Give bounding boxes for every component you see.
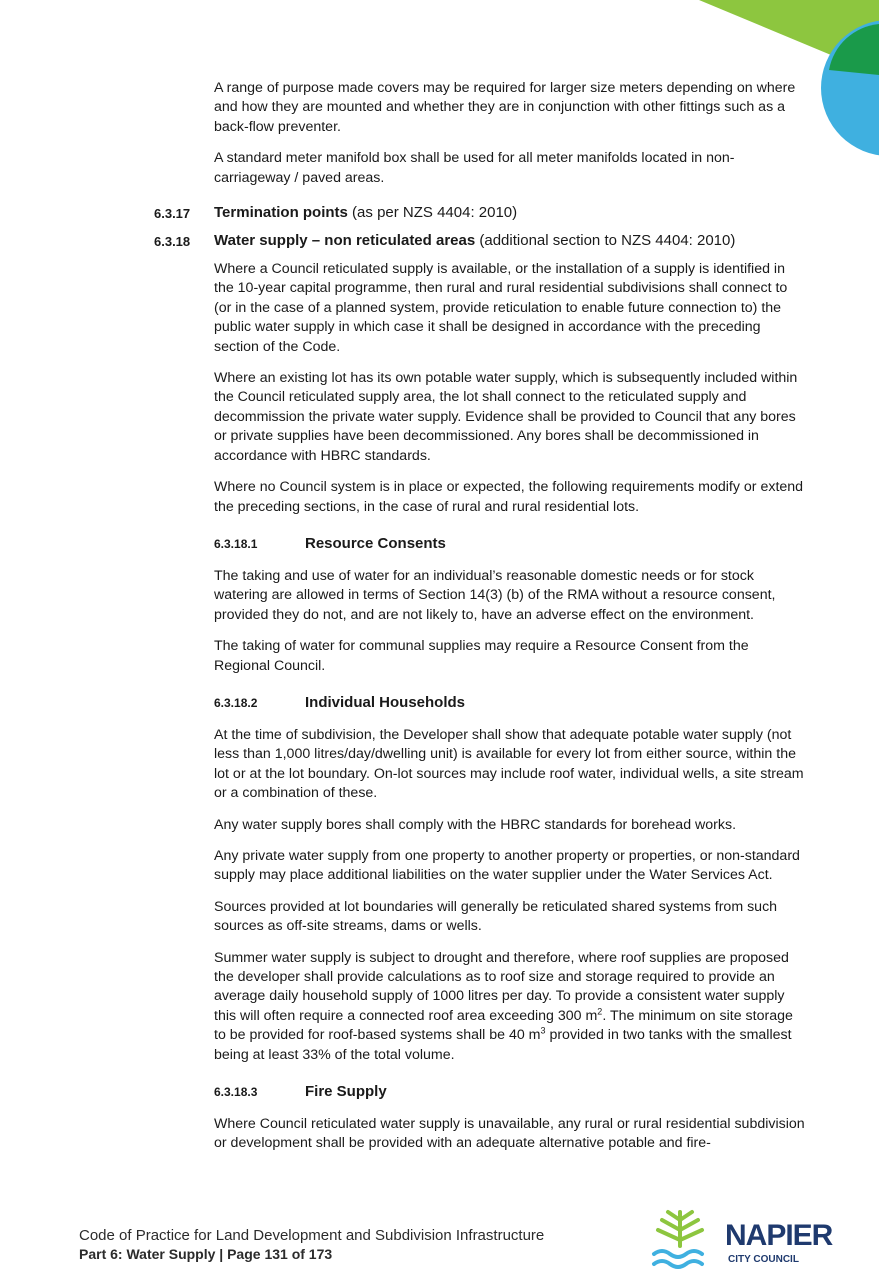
subsection-number: 6.3.18.1 — [214, 536, 258, 551]
subsection-title: Fire Supply — [305, 1083, 387, 1101]
subsection-heading-6-3-18-1 — [214, 535, 806, 553]
subsection-heading-6-3-18-2 — [214, 694, 806, 712]
page-footer — [79, 1226, 544, 1264]
subsection-heading-6-3-18-3 — [214, 1083, 806, 1101]
section-title: Water supply – non reticulated areas — [214, 232, 476, 250]
paragraph: Where no Council system is in place or expected, the following requirements modify or extend the preceding sections, in the case of rural and rural residential lots. — [214, 479, 804, 515]
paragraph: At the time of subdivision, the Developer shall show that adequate potable water supply (not less than 1,000 litres/day/dwelling unit) is available for every lot from either source, within the lot or at the lot boundary. On-lot sources may include roof water, individual wells, a site stream or a combination of these. — [214, 726, 804, 802]
section-note: (additional section to NZS 4404: 2010) — [475, 232, 736, 250]
paragraph: Where an existing lot has its own potable water supply, which is subsequently included within the Council reticulated supply area, the lot shall connect to the reticulated supply and decommission the private water supply. Evidence shall be provided to Council that any bores or private supplies have been decommissioned. Any bores shall be decommissioned in accordance with HBRC standards. — [214, 370, 798, 464]
paragraph: The taking and use of water for an individual’s reasonable domestic needs or for stock watering are allowed in terms of Section 14(3) (b) of the RMA without a resource consent, provided they do not, and are not likely to, have an adverse effect on the environment. — [214, 567, 776, 623]
section-number: 6.3.18 — [154, 234, 191, 250]
logo-name: NAPIER — [725, 1219, 833, 1252]
superscript: 2 — [597, 1006, 603, 1017]
text-run: . The minimum on site storage to be provided for roof-based systems shall be 40 m — [214, 1007, 793, 1044]
paragraph: Sources provided at lot boundaries will generally be reticulated shared systems from such sources as off-site streams, dams or wells. — [214, 898, 778, 935]
paragraph-summer-supply — [214, 949, 806, 1065]
section-title: Termination points — [214, 204, 348, 222]
section-note: (as per NZS 4404: 2010) — [347, 204, 518, 222]
napier-logo — [650, 1208, 850, 1274]
paragraph: Any water supply bores shall comply with the HBRC standards for borehead works. — [214, 816, 737, 833]
subsection-number: 6.3.18.2 — [214, 695, 258, 710]
section-heading-6-3-18 — [154, 232, 806, 250]
subsection-title: Individual Households — [305, 693, 466, 711]
fern-wave-icon — [650, 1208, 714, 1274]
paragraph: Any private water supply from one property to another property or properties, or non-standard supply may place additional liabilities on the water supplier under the Water Services Act. — [214, 847, 800, 884]
subsection-number: 6.3.18.3 — [214, 1085, 258, 1100]
footer-page-info: Part 6: Water Supply | Page 131 of 173 — [79, 1246, 333, 1262]
main-content — [154, 79, 806, 1166]
paragraph: A range of purpose made covers may be required for larger size meters depending on where and how they are mounted and whether they are in conjunction with other fittings such as a back-flow preventer. — [214, 80, 796, 135]
subsection-title: Resource Consents — [305, 534, 446, 552]
superscript: 3 — [540, 1025, 546, 1036]
section-heading-6-3-17 — [154, 204, 806, 222]
logo-subtitle: CITY COUNCIL — [728, 1254, 799, 1265]
text-run: Summer water supply is subject to drought and therefore, where roof supplies are proposed the developer shall provide calculations as to roof size and storage required to provide an average daily household supply of 1000 litres per day. To provide a consistent water supply this will often require a connected roof area exceeding 300 m — [214, 949, 789, 1024]
paragraph: Where a Council reticulated supply is available, or the installation of a supply is identified in the 10-year capital programme, then rural and rural residential subdivisions shall connect to (or in the case of a planned system, provide reticulation to enable future connection to) the public water supply in which case it shall be designed in accordance with the preceding section of the Code. — [214, 261, 788, 355]
section-number: 6.3.17 — [154, 206, 191, 222]
paragraph: A standard meter manifold box shall be used for all meter manifolds located in non-carriageway / paved areas. — [214, 150, 735, 186]
paragraph: The taking of water for communal supplies may require a Resource Consent from the Regional Council. — [214, 638, 749, 674]
footer-document-title: Code of Practice for Land Development and Subdivision Infrastructure — [79, 1227, 545, 1244]
paragraph: Where Council reticulated water supply is unavailable, any rural or rural residential subdivision or development shall be provided with an adequate alternative potable and fire- — [214, 1116, 805, 1152]
text-run: provided in two tanks with the smallest being at least 33% of the total volume. — [214, 1027, 792, 1063]
